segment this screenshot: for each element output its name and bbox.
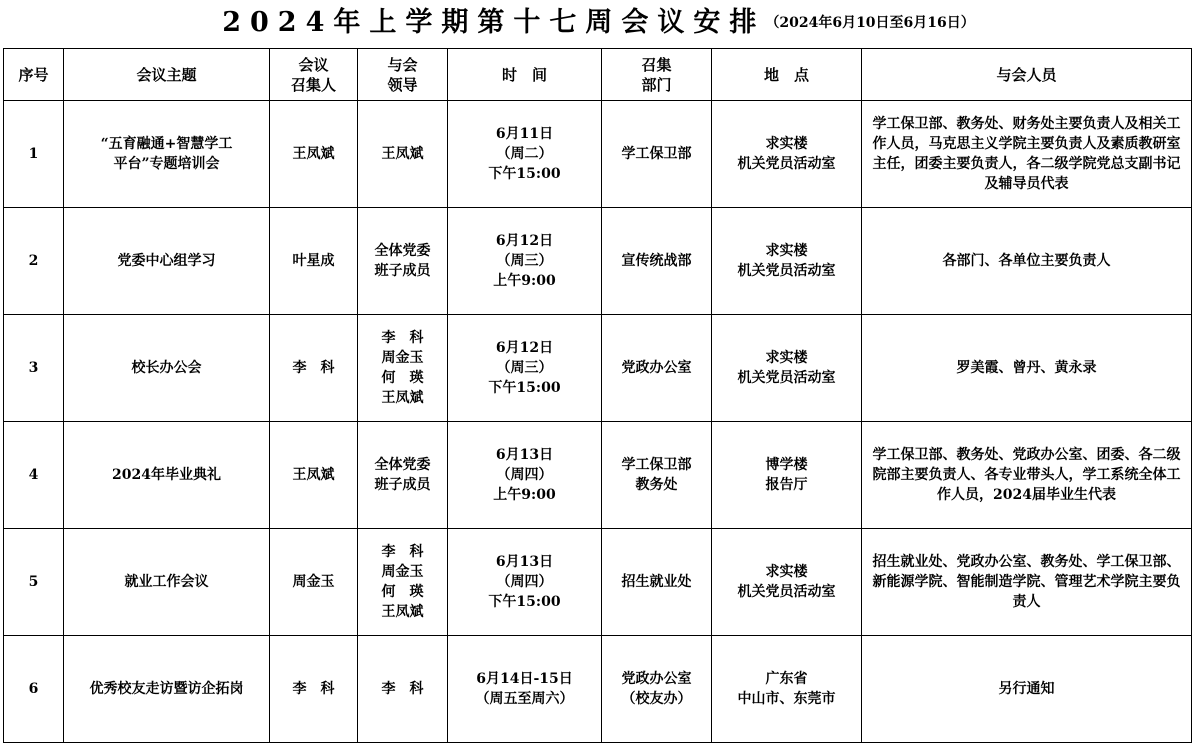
leader-line: 王凤斌 — [381, 146, 424, 162]
row-time — [448, 315, 602, 422]
row-location — [712, 529, 862, 636]
row-convener: 叶星成 — [270, 208, 358, 315]
dept-line: 招生就业处 — [621, 574, 692, 590]
header-location: 地 点 — [712, 49, 862, 101]
row-seq: 6 — [4, 636, 64, 743]
location-line: 求实楼 — [765, 350, 808, 366]
leader-line: 全体党委 — [374, 243, 431, 259]
row-convener: 李 科 — [270, 315, 358, 422]
row-attendees: 学工保卫部、教务处、财务处主要负责人及相关工作人员，马克思主义学院主要负责人及素质教研室主任，团委主要负责人，各二级学院党总支副书记及辅导员代表 — [862, 101, 1192, 208]
header-convener — [270, 49, 358, 101]
row-topic — [64, 101, 270, 208]
time-clock: 上午9:00 — [493, 273, 556, 289]
dept-line: 教务处 — [635, 477, 678, 493]
header-dept — [602, 49, 712, 101]
time-date: 6月11日 — [495, 126, 554, 142]
time-weekday: （周五至周六） — [475, 691, 574, 707]
table-row — [4, 529, 1192, 636]
leader-line: 班子成员 — [374, 263, 431, 279]
row-dept — [602, 422, 712, 529]
header-attendees: 与会人员 — [862, 49, 1192, 101]
row-location — [712, 422, 862, 529]
row-attendees: 各部门、各单位主要负责人 — [862, 208, 1192, 315]
time-clock: 下午15:00 — [488, 166, 561, 182]
header-time: 时 间 — [448, 49, 602, 101]
topic-line: 党委中心组学习 — [117, 253, 216, 269]
leader-line: 李 科 — [381, 681, 424, 697]
row-location — [712, 101, 862, 208]
row-convener: 王凤斌 — [270, 422, 358, 529]
table-row — [4, 208, 1192, 315]
row-leaders — [358, 529, 448, 636]
time-clock: 下午15:00 — [488, 380, 561, 396]
row-time — [448, 422, 602, 529]
meeting-schedule-table — [3, 48, 1192, 743]
header-dept-line: 召集 — [641, 55, 672, 74]
header-leaders-line: 领导 — [387, 75, 418, 94]
row-time — [448, 208, 602, 315]
row-leaders — [358, 636, 448, 743]
header-topic: 会议主题 — [64, 49, 270, 101]
leader-line: 何 瑛 — [381, 370, 424, 386]
row-dept — [602, 636, 712, 743]
leader-line: 王凤斌 — [381, 604, 424, 620]
location-line: 广东省 — [765, 671, 808, 687]
time-date: 6月14日-15日 — [476, 671, 573, 687]
leader-line: 王凤斌 — [381, 390, 424, 406]
row-attendees: 罗美霞、曾丹、黄永录 — [862, 315, 1192, 422]
time-date: 6月12日 — [495, 340, 554, 356]
page-title: 2024年上学期第十七周会议安排 — [222, 7, 766, 38]
time-weekday: （周三） — [496, 360, 553, 376]
row-attendees: 招生就业处、党政办公室、教务处、学工保卫部、新能源学院、智能制造学院、管理艺术学院主要负责人 — [862, 529, 1192, 636]
row-topic — [64, 422, 270, 529]
dept-line: 学工保卫部 — [621, 457, 692, 473]
time-date: 6月13日 — [495, 447, 554, 463]
time-weekday: （周二） — [496, 146, 553, 162]
row-dept — [602, 529, 712, 636]
location-line: 机关党员活动室 — [737, 263, 836, 279]
location-line: 中山市、东莞市 — [737, 691, 836, 707]
location-line: 报告厅 — [765, 477, 808, 493]
time-clock: 下午15:00 — [488, 594, 561, 610]
topic-line: 2024年毕业典礼 — [112, 467, 221, 483]
time-date: 6月13日 — [495, 554, 554, 570]
table-row — [4, 315, 1192, 422]
leader-line: 周金玉 — [381, 350, 424, 366]
row-seq: 2 — [4, 208, 64, 315]
page-title-bar — [0, 0, 1197, 48]
row-dept — [602, 101, 712, 208]
header-leaders — [358, 49, 448, 101]
row-seq: 5 — [4, 529, 64, 636]
time-weekday: （周四） — [496, 467, 553, 483]
table-row — [4, 636, 1192, 743]
topic-line: “五育融通+智慧学工 — [100, 136, 233, 152]
leader-line: 周金玉 — [381, 564, 424, 580]
date-range: （2024年6月10日至6月16日） — [765, 15, 975, 31]
row-time — [448, 529, 602, 636]
leader-line: 何 瑛 — [381, 584, 424, 600]
row-topic — [64, 636, 270, 743]
location-line: 机关党员活动室 — [737, 370, 836, 386]
location-line: 求实楼 — [765, 564, 808, 580]
topic-line: 平台”专题培训会 — [113, 156, 220, 172]
time-weekday: （周三） — [496, 253, 553, 269]
row-convener: 李 科 — [270, 636, 358, 743]
location-line: 机关党员活动室 — [737, 156, 836, 172]
dept-line: 学工保卫部 — [621, 146, 692, 162]
row-dept — [602, 315, 712, 422]
header-seq: 序号 — [4, 49, 64, 101]
topic-line: 就业工作会议 — [124, 574, 209, 590]
dept-line: 宣传统战部 — [621, 253, 692, 269]
location-line: 机关党员活动室 — [737, 584, 836, 600]
header-convener-line: 召集人 — [290, 75, 336, 94]
table-header-row — [4, 49, 1192, 101]
row-convener: 王凤斌 — [270, 101, 358, 208]
row-seq: 1 — [4, 101, 64, 208]
row-attendees: 学工保卫部、教务处、党政办公室、团委、各二级院部主要负责人、各专业带头人，学工系统全体工作人员，2024届毕业生代表 — [862, 422, 1192, 529]
row-leaders — [358, 315, 448, 422]
row-topic — [64, 529, 270, 636]
topic-line: 校长办公会 — [131, 360, 202, 376]
row-topic — [64, 315, 270, 422]
location-line: 博学楼 — [765, 457, 808, 473]
row-attendees: 另行通知 — [862, 636, 1192, 743]
row-leaders — [358, 208, 448, 315]
row-location — [712, 208, 862, 315]
header-convener-line: 会议 — [298, 55, 329, 74]
row-time — [448, 636, 602, 743]
row-location — [712, 636, 862, 743]
dept-line: 党政办公室 — [621, 671, 692, 687]
header-dept-line: 部门 — [641, 75, 672, 94]
location-line: 求实楼 — [765, 136, 808, 152]
table-row — [4, 101, 1192, 208]
header-leaders-line: 与会 — [387, 55, 418, 74]
leader-line: 全体党委 — [374, 457, 431, 473]
row-dept — [602, 208, 712, 315]
row-leaders — [358, 422, 448, 529]
time-weekday: （周四） — [496, 574, 553, 590]
dept-line: （校友办） — [621, 691, 692, 707]
dept-line: 党政办公室 — [621, 360, 692, 376]
row-time — [448, 101, 602, 208]
leader-line: 李 科 — [381, 330, 424, 346]
row-convener: 周金玉 — [270, 529, 358, 636]
leader-line: 李 科 — [381, 544, 424, 560]
table-row — [4, 422, 1192, 529]
location-line: 求实楼 — [765, 243, 808, 259]
time-clock: 上午9:00 — [493, 487, 556, 503]
time-date: 6月12日 — [495, 233, 554, 249]
row-seq: 4 — [4, 422, 64, 529]
row-seq: 3 — [4, 315, 64, 422]
row-location — [712, 315, 862, 422]
row-leaders — [358, 101, 448, 208]
row-topic — [64, 208, 270, 315]
topic-line: 优秀校友走访暨访企拓岗 — [89, 681, 244, 697]
leader-line: 班子成员 — [374, 477, 431, 493]
